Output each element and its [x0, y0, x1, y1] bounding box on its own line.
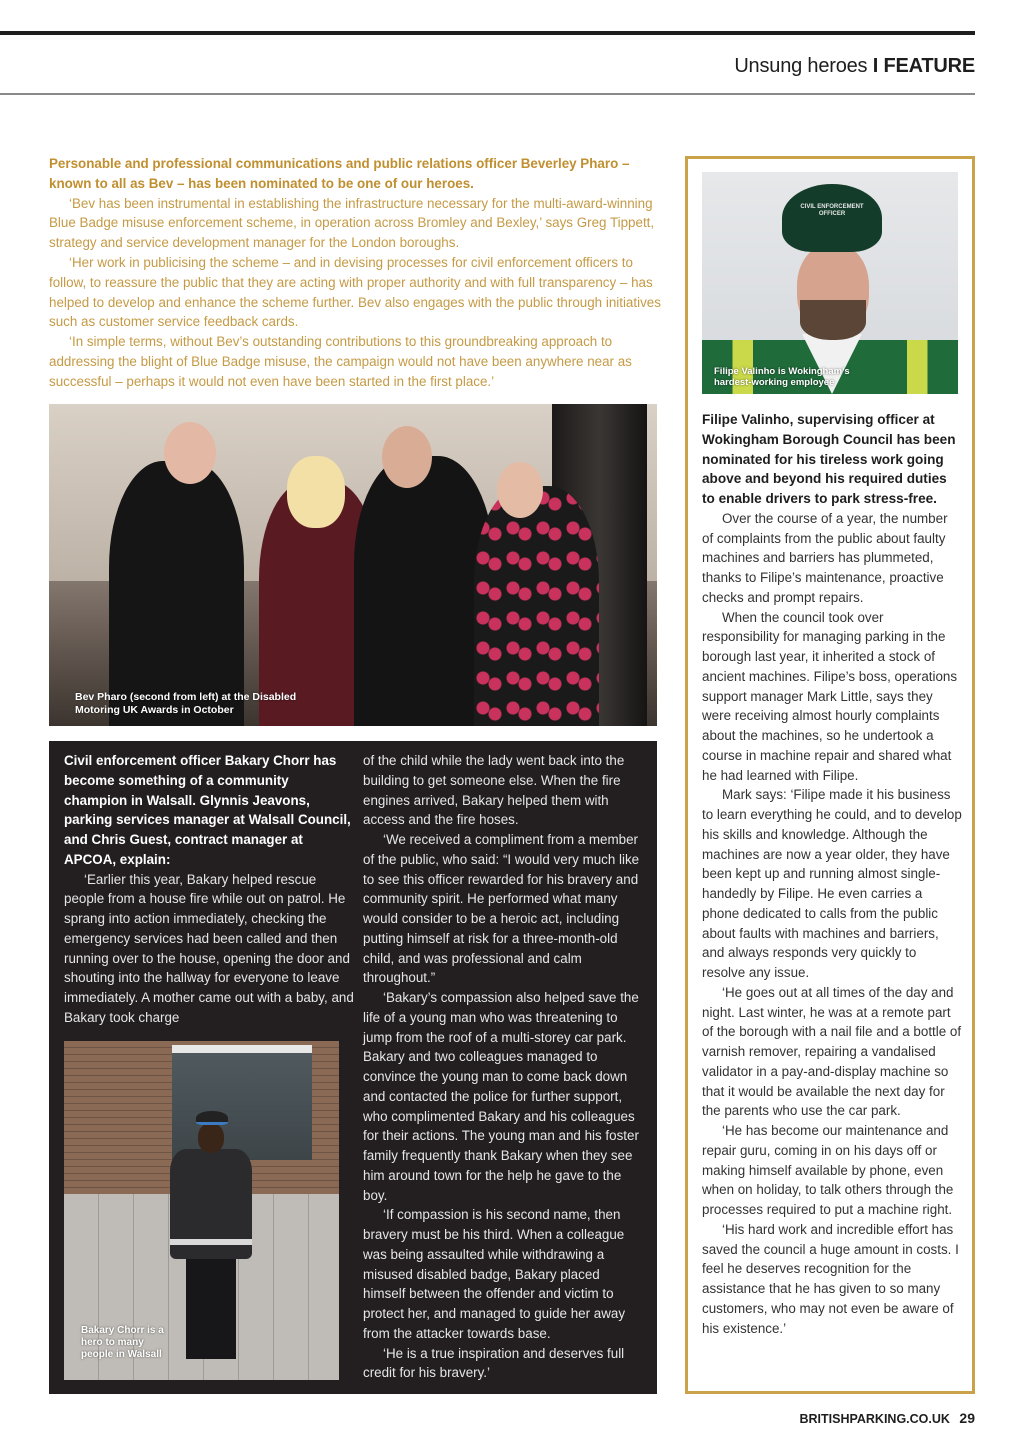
section-title: Unsung heroes: [734, 55, 868, 77]
hat-badge: CIVIL ENFORCEMENT OFFICER: [800, 204, 864, 217]
intro-paragraph: ‘Her work in publicising the scheme – and in devising processes for civil enforcement officers to follow, to reassure the public that they are acting with proper authority and with full transparency – has helped to develop and enhance the scheme further. Bev also engages with the public through initiatives such as customer service feedback cards.: [49, 254, 661, 330]
bakary-lead: Civil enforcement officer Bakary Chorr has become something of a community champion in Walsall. Glynnis Jeavons, parking services manager at Walsall Council, and Chris Guest, contract manager at APCOA, explain:: [64, 753, 351, 867]
top-rule: [0, 31, 975, 35]
awards-photo: [49, 404, 657, 726]
filipe-photo-caption: Filipe Valinho is Wokingham’s hardest-working employee: [714, 366, 850, 388]
bakary-paragraph: ‘If compassion is his second name, then bravery must be his third. When a colleague was being assaulted while withdrawing a misused disabled badge, Bakary placed himself between the offender and victim to protect her, and managed to guide her away from the attacker towards base.: [363, 1207, 626, 1341]
officer-legs: [186, 1259, 236, 1359]
sidebar-paragraph: Mark says: ‘Filipe made it his business to learn everything he could, and to develop his skills and knowledge. Although the machines are now a year older, they have been kept up and running almost single-handedly by Filipe. He even carries a phone dedicated to calls from the public about faults with machines and barriers, and always responds very quickly to resolve any issue.: [702, 787, 962, 980]
filipe-photo: [702, 172, 958, 394]
sidebar-paragraph: Over the course of a year, the number of complaints from the public about faulty machines and barriers has plummeted, thanks to Filipe’s maintenance, proactive checks and prompt repairs.: [702, 510, 948, 605]
intro-lead: Personable and professional communications and public relations officer Beverley Pharo – known to all as Bev – has been nominated to be one of our heroes.: [49, 156, 630, 191]
section-separator: I: [872, 55, 879, 77]
sidebar-paragraph: ‘His hard work and incredible effort has saved the council a huge amount in costs. I feel he deserves recognition for the assistance that he has given to so many customers, who may not even be aware of his existence.’: [702, 1221, 959, 1336]
photo-officer: [164, 1111, 256, 1361]
officer-hat: [196, 1111, 228, 1125]
section-category: FEATURE: [883, 55, 975, 77]
person-head: [164, 422, 216, 484]
page-footer: [799, 1410, 975, 1426]
bakary-column-1: [64, 751, 354, 1028]
person-head: [382, 426, 432, 488]
sidebar-paragraph: When the council took over responsibility for managing parking in the borough last year, it inherited a stock of ancient machines. Filipe’s boss, operations support manager Mark Little, says they were receiving almost hourly complaints about the machines, so he undertook a course in machine repair and shared what he had learned with Filipe.: [702, 609, 958, 783]
sidebar-paragraph: ‘He has become our maintenance and repair guru, coming in on his days off or making himself available by phone, even when on holiday, to talk others through the processes required to put a machine right.: [702, 1123, 954, 1217]
sidebar-paragraph: ‘He goes out at all times of the day and night. Last winter, he was at a remote part of the borough with a nail file and a bottle of varnish remover, repairing a vandalised validator in a pay-and-display machine so that it would be available the next day for the parents who use the car park.: [702, 984, 962, 1119]
person-figure: [354, 456, 494, 726]
person-figure: [474, 486, 599, 726]
bakary-paragraph: ‘We received a compliment from a member of the public, who said: “I would very much like to see this officer rewarded for his bravery and community spirit. He performed what many would consider to be a heroic act, including putting himself at risk for a three-month-old child, and was professional and calm throughout.”: [363, 832, 640, 986]
bakary-paragraph: ‘Earlier this year, Bakary helped rescue people from a house fire while out on patrol. He sprang into action immediately, checking the emergency services had been called and then running over to the house, opening the door and shouting into the hallway for everyone to leave immediately. A mother came out with a baby, and Bakary took charge: [64, 871, 354, 1025]
person-figure: [109, 461, 244, 726]
section-header: [734, 55, 975, 78]
sidebar-lead: Filipe Valinho, supervising officer at Wokingham Borough Council has been nominated for his tireless work going above and beyond his required duties to enable drivers to park stress-free.: [702, 412, 956, 506]
person-head: [497, 462, 543, 518]
header-rule: [0, 93, 975, 95]
person-head: [287, 456, 345, 528]
intro-paragraph: ‘Bev has been instrumental in establishing the infrastructure necessary for the multi-award-winning Blue Badge misuse enforcement scheme, in operation across Bromley and Bexley,’ says Greg Tippett, strategy and service development manager for the London boroughs.: [49, 195, 655, 251]
intro-paragraph: ‘In simple terms, without Bev’s outstanding contributions to this groundbreaking approach to addressing the blight of Blue Badge misuse, the campaign would not have been anywhere near as successful – perhaps it would not even have been started in the first place.’: [49, 334, 632, 389]
bakary-paragraph: ‘Bakary’s compassion also helped save the life of a young man who was threatening to jump from the roof of a multi-storey car park. Bakary and two colleagues managed to convince the young man to come back down and contacted the police for further support, who complimented Bakary and his colleagues for their actions. The young man and his foster family frequently thank Bakary when they see him around town for the help he gave to the boy.: [363, 990, 639, 1203]
bakary-paragraph: ‘He is a true inspiration and deserves full credit for his bravery.’: [363, 1345, 625, 1381]
photo-beard: [800, 300, 866, 340]
bakary-photo-caption: Bakary Chorr is a hero to many people in Walsall: [81, 1325, 164, 1360]
officer-reflective-stripe: [170, 1239, 252, 1245]
bakary-photo: [64, 1041, 339, 1380]
bakary-column-2: [363, 751, 645, 1383]
bakary-paragraph: of the child while the lady went back into the building to get someone else. When the fire engines arrived, Bakary helped them with access and the fire hoses.: [363, 753, 625, 828]
footer-site: BRITISHPARKING.CO.UK: [799, 1412, 950, 1426]
page-number: 29: [959, 1410, 975, 1426]
photo-hat: [782, 184, 882, 252]
sidebar-article: [702, 410, 962, 1338]
officer-head: [198, 1123, 224, 1153]
awards-photo-caption: Bev Pharo (second from left) at the Disabled Motoring UK Awards in October: [75, 691, 297, 716]
intro-article: [49, 154, 664, 392]
